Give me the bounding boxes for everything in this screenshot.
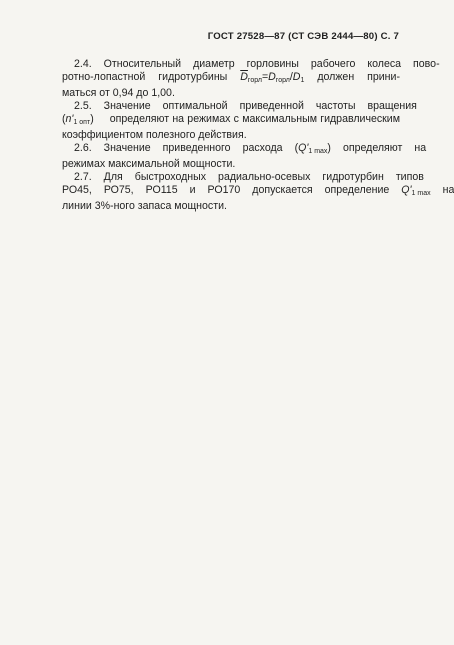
p25-symbol xyxy=(50,113,94,129)
p26-w5: определяют xyxy=(342,142,403,154)
document-body xyxy=(50,58,454,213)
p26-q-sub: 1 max xyxy=(308,148,328,155)
p26-w2: Значение xyxy=(103,142,151,154)
p24-line-3: маться от 0,94 до 1,00. xyxy=(62,87,175,99)
p24-w10: должен xyxy=(317,71,355,83)
p27-w3: быстроходных xyxy=(134,171,207,183)
p25-n-sub: 1 опт xyxy=(73,119,91,126)
paragraph-2-7 xyxy=(50,171,454,213)
p24-formula xyxy=(228,71,304,87)
p27-w9: РО115 xyxy=(145,184,178,196)
formula-d-bar: $\overline{D}$ xyxy=(240,71,248,83)
p27-w7: РО45, xyxy=(62,184,92,196)
p25-line-2-text: определяют на режимах с максимальным гидравлическим xyxy=(109,113,400,125)
p24-w11: прини- xyxy=(367,71,400,83)
p27-w10: и xyxy=(189,184,196,196)
formula-sub-1: горл xyxy=(247,77,262,84)
p25-n: n' xyxy=(65,113,74,125)
p25-w3: оптимальной xyxy=(162,100,228,112)
p27-w13: определение xyxy=(324,184,390,196)
p27-q: Q' xyxy=(401,184,412,196)
formula-sub-2: горл xyxy=(275,77,290,84)
p24-w6: колеса xyxy=(367,58,402,70)
p25-w6: вращения xyxy=(367,100,417,112)
formula-slash: / xyxy=(289,71,293,83)
p27-line-3: линии 3%-ного запаса мощности. xyxy=(62,200,227,212)
p26-symbol xyxy=(283,142,331,158)
p27-line-2 xyxy=(50,184,454,200)
p24-w1: 2.4. xyxy=(74,58,92,70)
p26-paren-close: ) xyxy=(327,142,331,154)
p27-w14: на xyxy=(442,184,454,196)
p27-w12: допускается xyxy=(252,184,313,196)
p26-w4: расхода xyxy=(242,142,283,154)
p27-symbol xyxy=(389,184,430,200)
page-header: ГОСТ 27528—87 (СТ СЭВ 2444—80) С. 7 xyxy=(207,31,399,42)
p24-w5: рабочего xyxy=(310,58,356,70)
paragraph-2-5 xyxy=(50,100,417,142)
p25-paren-close: ) xyxy=(90,113,94,125)
paragraph-2-6 xyxy=(50,142,427,171)
p27-w6: типов xyxy=(395,171,424,183)
p26-w6: на xyxy=(414,142,427,154)
p27-w11: РО170 xyxy=(207,184,241,196)
p26-paren-open: ( xyxy=(294,142,299,154)
p25-w5: частоты xyxy=(315,100,356,112)
p25-line-1 xyxy=(50,100,417,113)
p25-line-2 xyxy=(50,113,400,129)
p27-w2: Для xyxy=(103,171,123,183)
p24-line-2 xyxy=(50,71,400,87)
paragraph-2-4 xyxy=(50,58,440,100)
p25-w2: Значение xyxy=(103,100,151,112)
p25-paren-open: ( xyxy=(62,113,66,125)
formula-d: D xyxy=(268,71,276,83)
p24-w9: гидротурбины xyxy=(158,71,228,83)
p27-q-sub: 1 max xyxy=(411,190,431,197)
p27-w5: гидротурбин xyxy=(322,171,384,183)
p26-w1: 2.6. xyxy=(74,142,92,154)
p27-w4: радиально-осевых xyxy=(218,171,311,183)
formula-d1: D xyxy=(292,71,301,83)
p25-w1: 2.5. xyxy=(74,100,92,112)
p24-w2: Относительный xyxy=(103,58,182,70)
p27-line-1 xyxy=(50,171,424,184)
formula-sub-3: 1 xyxy=(300,77,305,84)
p25-line-3: коэффициентом полезного действия. xyxy=(62,129,247,141)
p25-w4: приведенной xyxy=(239,100,304,112)
p24-w8: ротно-лопастной xyxy=(62,71,146,83)
p27-w1: 2.7. xyxy=(74,171,92,183)
formula-eq: = xyxy=(261,71,269,83)
p24-w4: горловины xyxy=(246,58,299,70)
p26-w3: приведенного xyxy=(162,142,231,154)
p26-line-1 xyxy=(50,142,427,158)
p26-line-2: режимах максимальной мощности. xyxy=(62,158,236,170)
p26-q: Q' xyxy=(298,142,309,154)
p27-w8: РО75, xyxy=(103,184,134,196)
p24-w7: пово- xyxy=(413,58,440,70)
p24-w3: диаметр xyxy=(193,58,235,70)
p24-line-1 xyxy=(50,58,440,71)
